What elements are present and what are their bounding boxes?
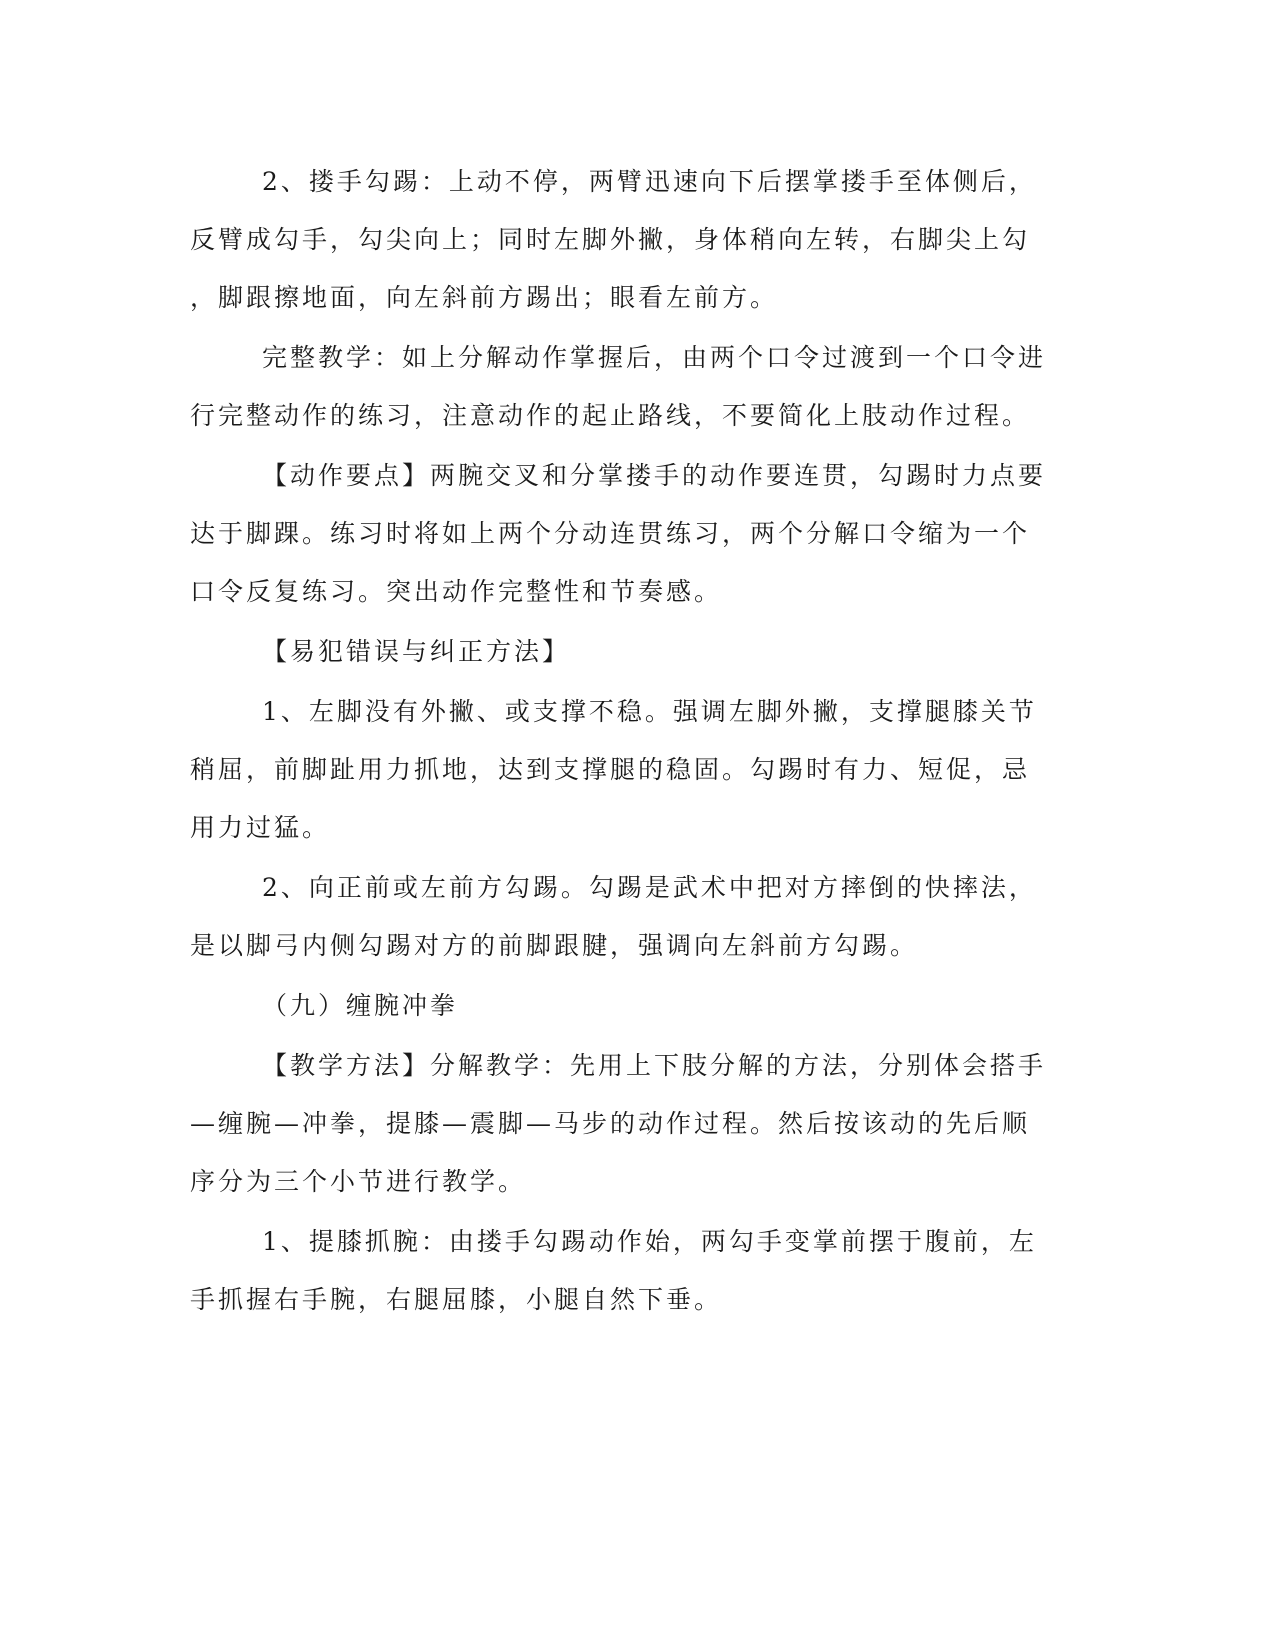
paragraph-line: 手抓握右手腕，右腿屈膝，小腿自然下垂。	[190, 1285, 723, 1314]
paragraph-line: 2、搂手勾踢：上动不停，两臂迅速向下后摆掌搂手至体侧后，	[262, 167, 1037, 196]
paragraph-line: 序分为三个小节进行教学。	[190, 1167, 527, 1196]
paragraph-line: 是以脚弓内侧勾踢对方的前脚跟腱，强调向左斜前方勾踢。	[190, 931, 919, 960]
paragraph-line: 用力过猛。	[190, 813, 331, 842]
paragraph-line: 反臂成勾手，勾尖向上；同时左脚外撇，身体稍向左转，右脚尖上勾	[190, 225, 1031, 254]
paragraph-line: 【教学方法】分解教学：先用上下肢分解的方法，分别体会搭手	[262, 1051, 1047, 1080]
paragraph-line: 行完整动作的练习，注意动作的起止路线，不要简化上肢动作过程。	[190, 401, 1031, 430]
paragraph-line: 【动作要点】两腕交叉和分掌搂手的动作要连贯，勾踢时力点要	[262, 461, 1047, 490]
paragraph-line: 1、提膝抓腕：由搂手勾踢动作始，两勾手变掌前摆于腹前，左	[262, 1227, 1037, 1256]
paragraph-line: 1、左脚没有外撇、或支撑不稳。强调左脚外撇，支撑腿膝关节	[262, 697, 1037, 726]
section-heading: 【易犯错误与纠正方法】	[262, 637, 571, 666]
paragraph-line: 完整教学：如上分解动作掌握后，由两个口令过渡到一个口令进	[262, 343, 1047, 372]
paragraph-line: 达于脚踝。练习时将如上两个分动连贯练习，两个分解口令缩为一个	[190, 519, 1031, 548]
paragraph-line: 稍屈，前脚趾用力抓地，达到支撑腿的稳固。勾踢时有力、短促，忌	[190, 755, 1031, 784]
paragraph-line: —缠腕—冲拳，提膝—震脚—马步的动作过程。然后按该动的先后顺	[190, 1109, 1031, 1138]
paragraph-line: 口令反复练习。突出动作完整性和节奏感。	[190, 577, 723, 606]
section-heading: （九）缠腕冲拳	[262, 991, 459, 1020]
paragraph-line: 2、向正前或左前方勾踢。勾踢是武术中把对方摔倒的快摔法，	[262, 873, 1037, 902]
paragraph-line: ，脚跟擦地面，向左斜前方踢出；眼看左前方。	[190, 283, 779, 312]
